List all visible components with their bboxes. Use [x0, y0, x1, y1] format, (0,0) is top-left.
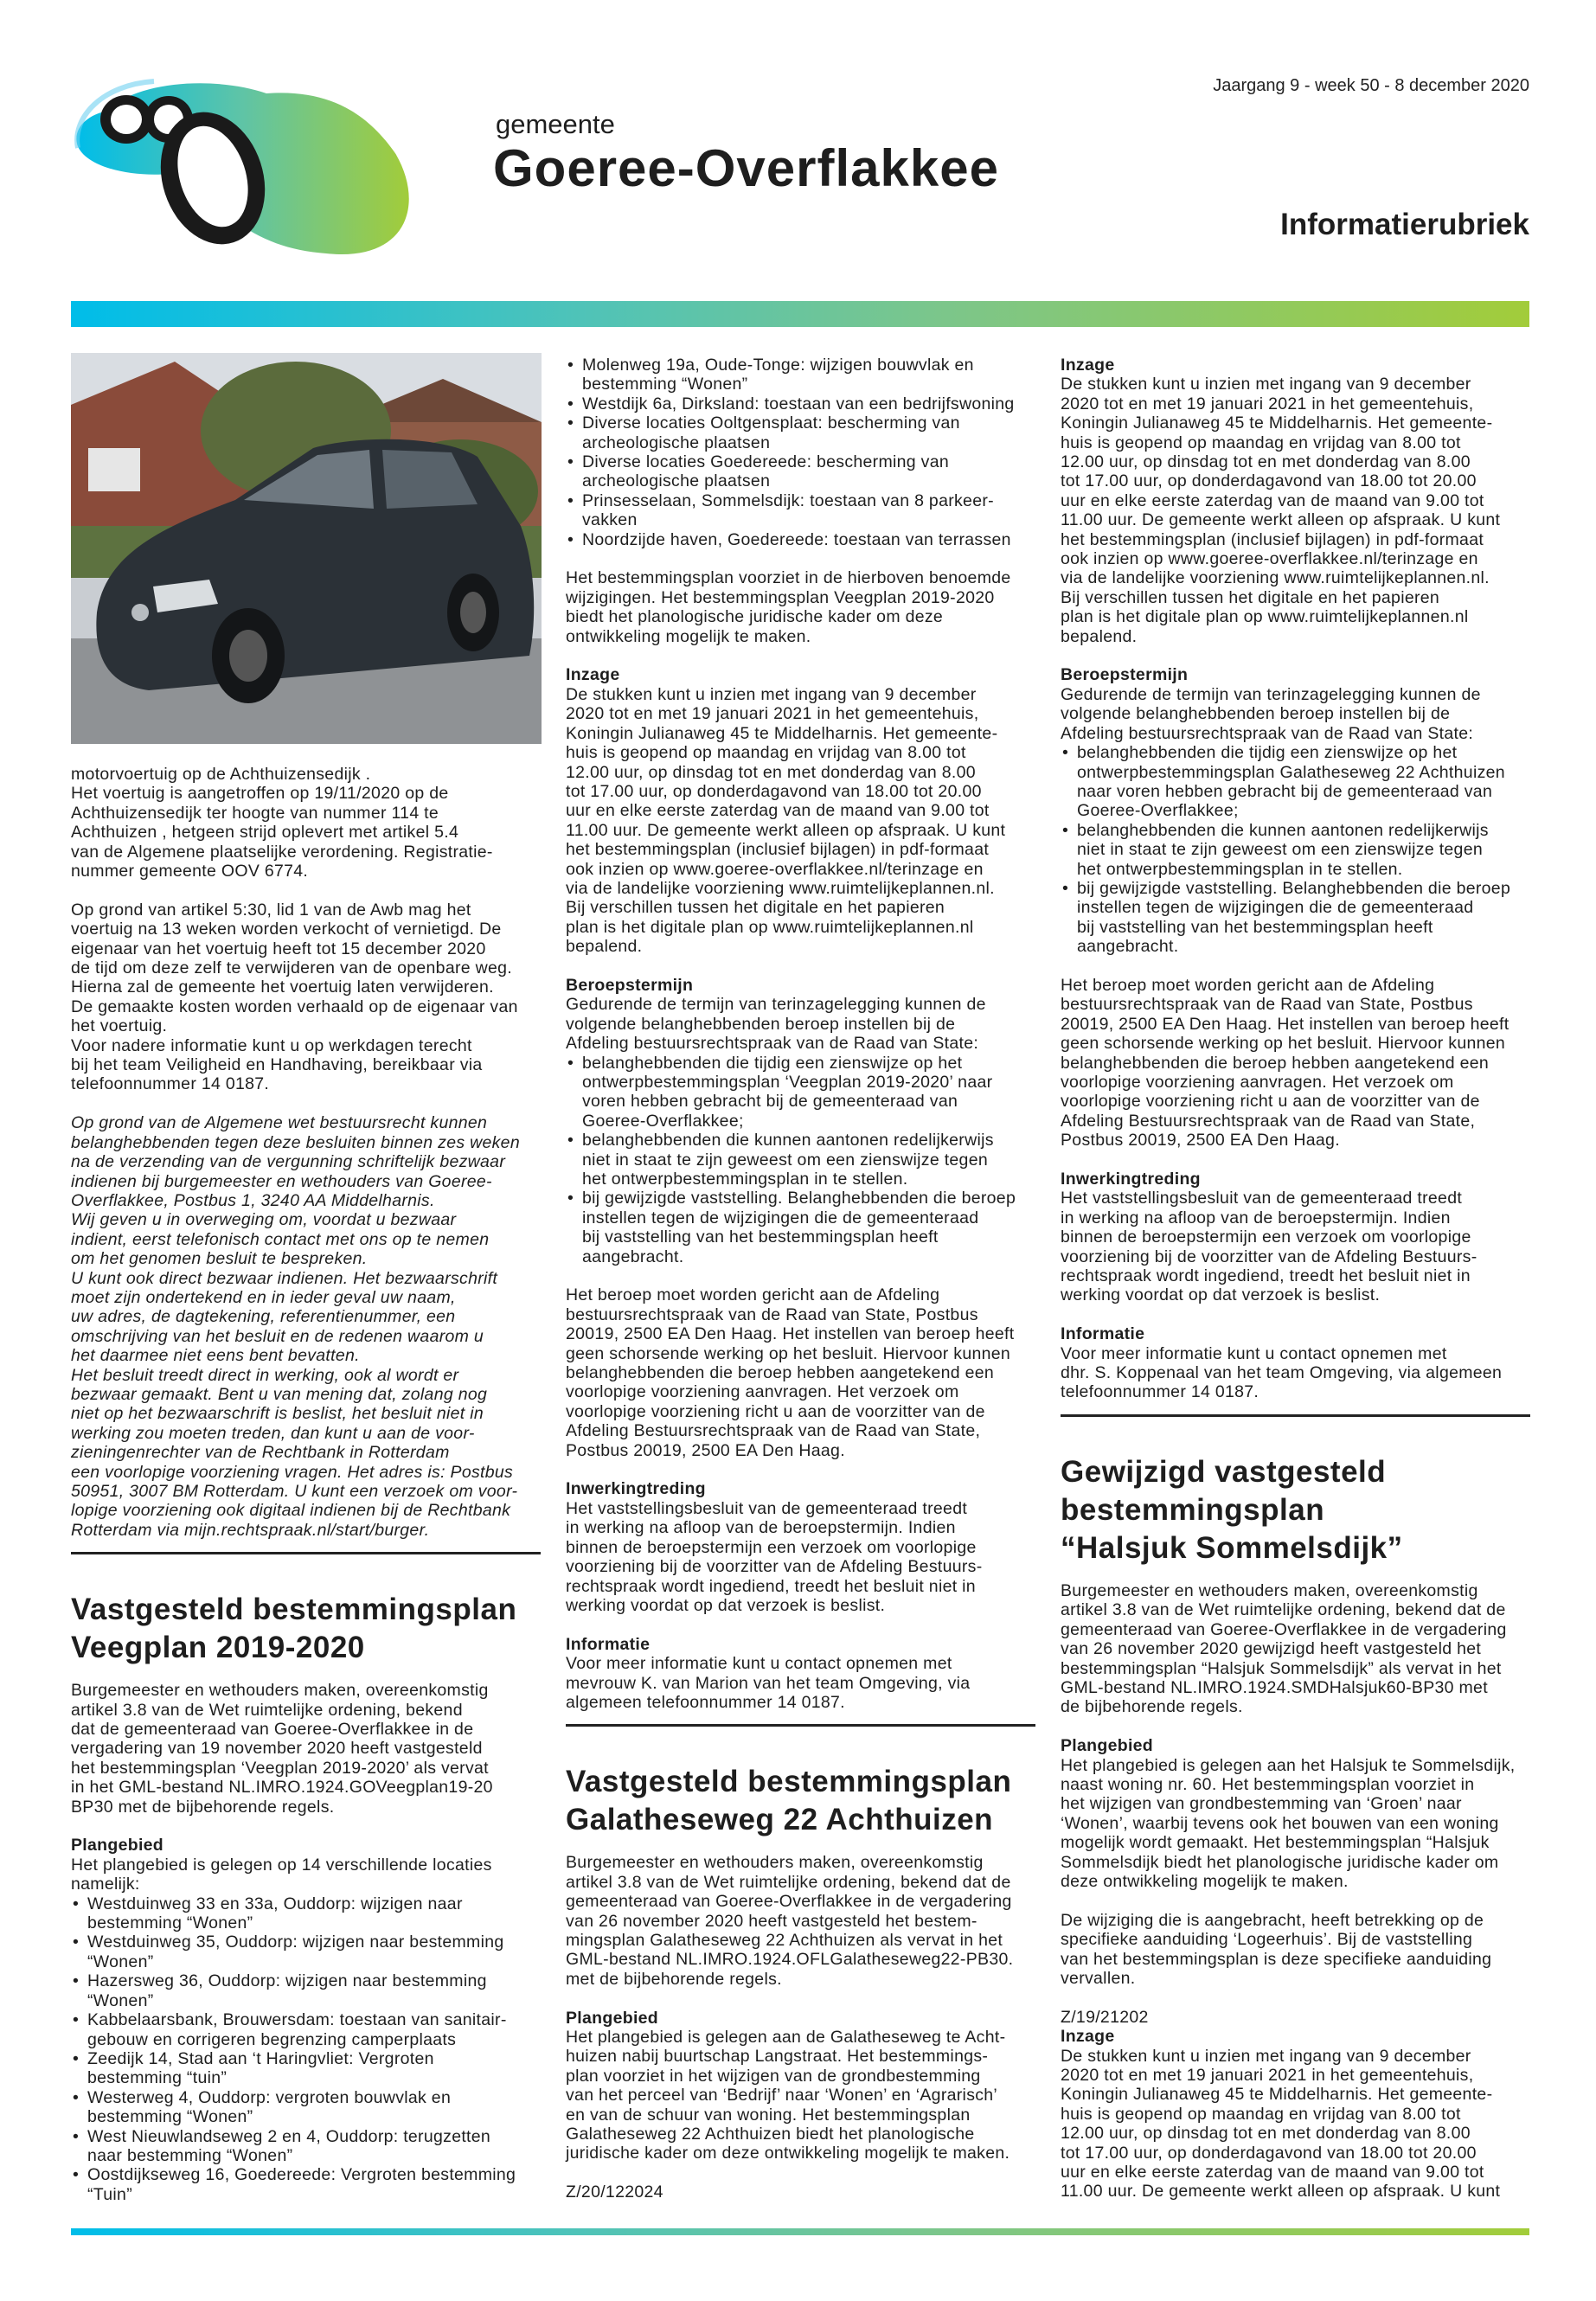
list-item: • Diverse locaties Goedereede: bescherming van archeologische plaatsen — [566, 452, 1035, 491]
paragraph: Het plangebied is gelegen op 14 verschillende locaties namelijk: — [71, 1855, 492, 1894]
column-2 — [566, 356, 1035, 2202]
paragraph: De stukken kunt u inzien met ingang van 9 december 2020 tot en met 19 januari 2021 in het gemeentehuis, Koningin Julianaweg 45 te Middelharnis. Het gemeente- huis is geopend op maandag en vrijdag van 8.00 tot 12.00 uur, op dinsdag tot en met donderdag van 8.00 tot 17.00 uur, op donderdagavond van 18.00 tot 20.00 uur en elke eerste zaterdag van de maand van 9.00 tot 11.00 uur. De gemeente werkt alleen op afspraak. U kunt — [1061, 2046, 1501, 2202]
gradient-footer-bar — [71, 2228, 1529, 2235]
list-item: • Hazersweg 36, Ouddorp: wijzigen naar bestemming “Wonen” — [71, 1971, 541, 2010]
paragraph: Z/20/122024 — [566, 2182, 663, 2202]
section-subheading: Inwerkingtreding — [566, 1479, 706, 1499]
paragraph: Burgemeester en wethouders maken, overeenkomstig artikel 3.8 van de Wet ruimtelijke ordening, bekend dat de gemeenteraad van Goeree-Overflakkee in de vergadering van 26 november 2020 heeft vastgesteld het bestem- mingsplan Galatheseweg 22 Achthuizen als vervat in het GML-bestand NL.IMRO.1924.OFLGalatheseweg22-PB30. met de bijbehorende regels. — [566, 1853, 1014, 1989]
list-item: • West Nieuwlandseweg 2 en 4, Ouddorp: terugzetten naar bestemming “Wonen” — [71, 2127, 541, 2166]
gemeente-logo-icon — [67, 74, 457, 260]
list-item: • Kabbelaarsbank, Brouwersdam: toestaan van sanitair- gebouw en corrigeren begrenzing camperplaats — [71, 2010, 541, 2049]
brand-name: Goeree-Overflakkee — [493, 139, 1000, 197]
article-heading: Gewijzigd vastgesteld bestemmingsplan “Halsjuk Sommelsdijk” — [1061, 1454, 1403, 1565]
list-item: • Westduinweg 33 en 33a, Ouddorp: wijzigen naar bestemming “Wonen” — [71, 1894, 541, 1933]
section-subheading: Beroepstermijn — [566, 975, 694, 995]
list-item: • belanghebbenden die kunnen aantonen redelijkerwijs niet in staat te zijn geweest om een zienswijze tegen het ontwerpbestemmingsplan in te stellen. — [1061, 821, 1530, 879]
list-item: • Prinsesselaan, Sommelsdijk: toestaan van 8 parkeer- vakken — [566, 491, 1035, 530]
section-divider — [71, 1552, 541, 1554]
paragraph: Voor meer informatie kunt u contact opnemen met dhr. S. Koppenaal van het team Omgeving, via algemeen telefoonnummer 14 0187. — [1061, 1343, 1503, 1402]
bullet-list — [566, 1054, 1035, 1266]
paragraph: Z/19/21202 — [1061, 2007, 1149, 2027]
section-subheading: Plangebied — [1061, 1736, 1154, 1756]
brand-prefix: gemeente — [496, 109, 615, 139]
article-heading: Vastgesteld bestemmingsplan Veegplan 2019-2020 — [71, 1593, 517, 1665]
legal-notice: Op grond van de Algemene wet bestuursrecht kunnen belanghebbenden tegen deze besluiten binnen zes weken na de verzending van de vergunning schriftelijk bezwaar indienen bij burgemeester en wethouders van Goeree- Overflakkee, Postbus 1, 3240 AA Middelharnis. Wij geven u in overweging om, voordat u bezwaar indient, eerst telefonisch contact met ons op te nemen om het genomen besluit te bespreken. U kunt ook direct bezwaar indienen. Het bezwaarschrift moet zijn ondertekend en in ieder geval uw naam, uw adres, de dagtekening, referentienummer, een omschrijving van het besluit en de redenen waarom u het daarmee niet eens bent bevatten. Het besluit treedt direct in werking, ook al wordt er bezwaar gemaakt. Bent u van mening dat, zolang nog niet op het bezwaarschrift is beslist, het besluit niet in werking zou moeten treden, dan kunt u aan de voor- zieningenrechter van de Rechtbank in Rotterdam een voorlopige voorziening vragen. Het adres is: Postbus 50951, 3007 BM Rotterdam. U kunt een verzoek om voor- lopige voorziening ook digitaal indienen bij de Rechtbank Rotterdam via mijn.rechtspraak.nl/start/burger. — [71, 1113, 520, 1540]
list-item: • belanghebbenden die tijdig een zienswijze op het ontwerpbestemmingsplan Galatheseweg 22 Achthuizen naar voren hebben gebracht bij de gemeenteraad van Goeree-Overflakkee; — [1061, 743, 1530, 821]
section-subheading: Inzage — [1061, 356, 1115, 375]
section-divider — [1061, 1414, 1530, 1417]
list-item: • Zeedijk 14, Stad aan ‘t Haringvliet: Vergroten bestemming “tuin” — [71, 2049, 541, 2088]
list-item: • Westerweg 4, Ouddorp: vergroten bouwvlak en bestemming “Wonen” — [71, 2088, 541, 2127]
section-subheading: Inzage — [566, 665, 620, 685]
section-divider — [566, 1724, 1035, 1727]
section-subheading: Informatie — [566, 1634, 651, 1654]
list-item: • belanghebbenden die tijdig een zienswijze op het ontwerpbestemmingsplan ‘Veegplan 2019-2020’ naar voren hebben gebracht bij de gemeenteraad van Goeree-Overflakkee; — [566, 1054, 1035, 1131]
section-subheading: Beroepstermijn — [1061, 665, 1189, 685]
list-item: • Molenweg 19a, Oude-Tonge: wijzigen bouwvlak en bestemming “Wonen” — [566, 356, 1035, 394]
list-item: • bij gewijzigde vaststelling. Belanghebbenden die beroep instellen tegen de wijzigingen die de gemeenteraad bij vaststelling van het bestemmingsplan heeft aangebracht. — [566, 1189, 1035, 1266]
list-item: • bij gewijzigde vaststelling. Belanghebbenden die beroep instellen tegen de wijzigingen die de gemeenteraad bij vaststelling van het bestemmingsplan heeft aangebracht. — [1061, 879, 1530, 957]
list-item: • Noordzijde haven, Goedereede: toestaan van terrassen — [566, 530, 1035, 549]
paragraph: De stukken kunt u inzien met ingang van 9 december 2020 tot en met 19 januari 2021 in het gemeentehuis, Koningin Julianaweg 45 te Middelharnis. Het gemeente- huis is geopend op maandag en vrijdag van 8.00 tot 12.00 uur, op dinsdag tot en met donderdag van 8.00 tot 17.00 uur, op donderdagavond van 18.00 tot 20.00 uur en elke eerste zaterdag van de maand van 9.00 tot 11.00 uur. De gemeente werkt alleen op afspraak. U kunt het bestemmingsplan (inclusief bijlagen) in pdf-formaat ook inzien op www.goeree-overflakkee.nl/terinzage en via de landelijke voorziening www.ruimtelijkeplannen.nl. Bij verschillen tussen het digitale en het papieren plan is het digitale plan op www.ruimtelijkeplannen.nl bepalend. — [1061, 375, 1501, 646]
paragraph: De stukken kunt u inzien met ingang van 9 december 2020 tot en met 19 januari 2021 in het gemeentehuis, Koningin Julianaweg 45 te Middelharnis. Het gemeente- huis is geopend op maandag en vrijdag van 8.00 tot 12.00 uur, op dinsdag tot en met donderdag van 8.00 tot 17.00 uur, op donderdagavond van 18.00 tot 20.00 uur en elke eerste zaterdag van de maand van 9.00 tot 11.00 uur. De gemeente werkt alleen op afspraak. U kunt het bestemmingsplan (inclusief bijlagen) in pdf-formaat ook inzien op www.goeree-overflakkee.nl/terinzage en via de landelijke voorziening www.ruimtelijkeplannen.nl. Bij verschillen tussen het digitale en het papieren plan is het digitale plan op www.ruimtelijkeplannen.nl bepalend. — [566, 684, 1006, 957]
bullet-list — [566, 356, 1035, 549]
paragraph: Burgemeester en wethouders maken, overeenkomstig artikel 3.8 van de Wet ruimtelijke ordening, bekend dat de gemeenteraad van Goeree-Overflakkee in de vergadering van 19 november 2020 heeft vastgesteld het bestemmingsplan ‘Veegplan 2019-2020’ als vervat in het GML-bestand NL.IMRO.1924.GOVeegplan19-20 BP30 met de bijbehorende regels. — [71, 1681, 493, 1817]
paragraph: Burgemeester en wethouders maken, overeenkomstig artikel 3.8 van de Wet ruimtelijke ordening, bekend dat de gemeenteraad van Goeree-Overflakkee in de vergadering van 26 november 2020 gewijzigd heeft vastgesteld het bestemmingsplan “Halsjuk Sommelsdijk” als vervat in het GML-bestand NL.IMRO.1924.SMDHalsjuk60-BP30 met de bijbehorende regels. — [1061, 1580, 1507, 1717]
column-1 — [71, 765, 541, 2204]
paragraph: Gedurende de termijn van terinzagelegging kunnen de volgende belanghebbenden beroep instellen bij de Afdeling bestuursrechtspraak van de Raad van State: — [1061, 684, 1481, 743]
section-subheading: Inwerkingtreding — [1061, 1170, 1201, 1189]
paragraph: Gedurende de termijn van terinzagelegging kunnen de volgende belanghebbenden beroep instellen bij de Afdeling bestuursrechtspraak van de Raad van State: — [566, 995, 986, 1054]
issue-date: Jaargang 9 - week 50 - 8 december 2020 — [1213, 76, 1529, 95]
list-item: • Diverse locaties Ooltgensplaat: bescherming van archeologische plaatsen — [566, 413, 1035, 452]
bullet-list — [1061, 743, 1530, 956]
column-3 — [1061, 356, 1530, 2202]
list-item: • Westdijk 6a, Dirksland: toestaan van een bedrijfswoning — [566, 394, 1035, 413]
section-title: Informatierubriek — [1280, 208, 1529, 241]
section-subheading: Inzage — [1061, 2027, 1115, 2047]
paragraph: Op grond van artikel 5:30, lid 1 van de Awb mag het voertuig na 13 weken worden verkocht of vernietigd. De eigenaar van het voertuig heeft tot 15 december 2020 de tijd om deze zelf te verwijderen van de openbare weg. Hierna zal de gemeente het voertuig laten verwijderen. De gemaakte kosten worden verhaald op de eigenaar van het voertuig. Voor nadere informatie kunt u op werkdagen terecht bij het team Veiligheid en Handhaving, bereikbaar via telefoonnummer 14 0187. — [71, 900, 518, 1094]
paragraph: Het plangebied is gelegen aan het Halsjuk te Sommelsdijk, naast woning nr. 60. Het bestemmingsplan voorziet in het wijzigen van grondbestemming van ‘Groen’ naar ‘Wonen’, waarbij tevens ook het bouwen van een woning mogelijk wordt gemaakt. Het bestemmingsplan “Halsjuk Sommelsdijk biedt het planologische juridische kader om deze ontwikkeling mogelijk te maken. — [1061, 1755, 1516, 1891]
article-heading: Vastgesteld bestemmingsplan Galatheseweg 22 Achthuizen — [566, 1765, 1012, 1837]
section-subheading: Plangebied — [71, 1836, 164, 1856]
paragraph: Het plangebied is gelegen aan de Galatheseweg te Acht- huizen nabij buurtschap Langstraat. Het bestemmings- plan voorziet in het wijzigen van de grondbestemming van het perceel van ‘Bedrijf’ naar ‘Wonen’ en ‘Agrarisch’ en van de schuur van woning. Het bestemmingsplan Galatheseweg 22 Achthuizen biedt het planologische juridische kader om deze ontwikkeling mogelijk te maken. — [566, 2027, 1010, 2163]
paragraph: De wijziging die is aangebracht, heeft betrekking op de specifieke aanduiding ‘Logeerhuis’. Bij de vaststelling van het bestemmingsplan is deze specifieke aanduiding vervallen. — [1061, 1910, 1492, 1988]
car-photo — [71, 353, 542, 744]
paragraph: Het vaststellingsbesluit van de gemeenteraad treedt in werking na afloop van de beroepstermijn. Indien binnen de beroepstermijn een verzoek om voorlopige voorziening bij de voorzitter van de Afdeling Bestuurs- rechtspraak wordt ingediend, treedt het besluit niet in werking voordat op dat verzoek is beslist. — [1061, 1189, 1477, 1305]
list-item: • Oostdijkseweg 16, Goedereede: Vergroten bestemming “Tuin” — [71, 2165, 541, 2204]
paragraph: Voor meer informatie kunt u contact opnemen met mevrouw K. van Marion van het team Omgeving, via algemeen telefoonnummer 14 0187. — [566, 1654, 971, 1712]
paragraph: Het vaststellingsbesluit van de gemeenteraad treedt in werking na afloop van de beroepstermijn. Indien binnen de beroepstermijn een verzoek om voorlopige voorziening bij de voorzitter van de Afdeling Bestuurs- rechtspraak wordt ingediend, treedt het besluit niet in werking voordat op dat verzoek is beslist. — [566, 1498, 983, 1615]
section-subheading: Informatie — [1061, 1324, 1145, 1344]
paragraph: Het beroep moet worden gericht aan de Afdeling bestuursrechtspraak van de Raad van State, Postbus 20019, 2500 EA Den Haag. Het instellen van beroep heeft geen schorsende werking op het besluit. Hiervoor kunnen belanghebbenden die beroep hebben aangetekend een voorlopige voorziening aanvragen. Het verzoek om voorlopige voorziening richt u aan de voorzitter van de Afdeling Bestuursrechtspraak van de Raad van State, Postbus 20019, 2500 EA Den Haag. — [1061, 975, 1509, 1150]
paragraph: Het beroep moet worden gericht aan de Afdeling bestuursrechtspraak van de Raad van State, Postbus 20019, 2500 EA Den Haag. Het instellen van beroep heeft geen schorsende werking op het besluit. Hiervoor kunnen belanghebbenden die beroep hebben aangetekend een voorlopige voorziening aanvragen. Het verzoek om voorlopige voorziening richt u aan de voorzitter van de Afdeling Bestuursrechtspraak van de Raad van State, Postbus 20019, 2500 EA Den Haag. — [566, 1285, 1015, 1460]
bullet-list — [71, 1894, 541, 2205]
paragraph: motorvoertuig op de Achthuizensedijk . Het voertuig is aangetroffen op 19/11/2020 op de Achthuizensedijk ter hoogte van nummer 114 te Achthuizen , hetgeen strijd oplevert met artikel 5.4 van de Algemene plaatselijke verordening. Registratie- nummer gemeente OOV 6774. — [71, 765, 493, 881]
list-item: • belanghebbenden die kunnen aantonen redelijkerwijs niet in staat te zijn geweest om een zienswijze tegen het ontwerpbestemmingsplan in te stellen. — [566, 1131, 1035, 1189]
paragraph: Het bestemmingsplan voorziet in de hierboven benoemde wijzigingen. Het bestemmingsplan Veegplan 2019-2020 biedt het planologische juridische kader om deze ontwikkeling mogelijk te maken. — [566, 568, 1011, 646]
list-item: • Westduinweg 35, Ouddorp: wijzigen naar bestemming “Wonen” — [71, 1932, 541, 1971]
gradient-divider — [71, 301, 1529, 327]
section-subheading: Plangebied — [566, 2008, 659, 2028]
